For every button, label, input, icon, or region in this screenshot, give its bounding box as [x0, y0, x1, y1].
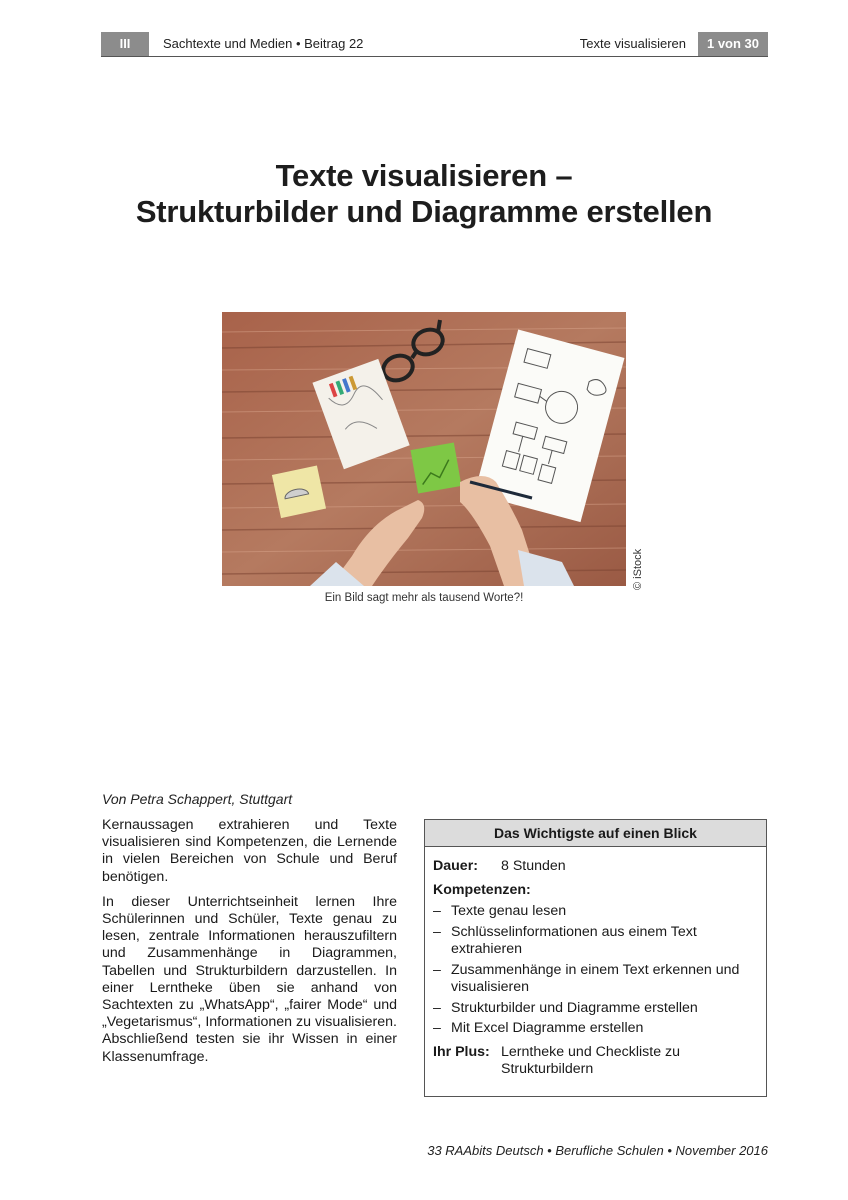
page-header: [101, 32, 768, 57]
summary-box: [424, 819, 767, 1097]
section-number-badge: III: [101, 32, 149, 56]
article-body: [102, 817, 397, 1074]
title-line-2: Strukturbilder und Diagramme erstellen: [135, 194, 713, 229]
author-line: Von Petra Schappert, Stuttgart: [102, 791, 293, 807]
desk-photo: [222, 312, 626, 586]
plus-row: [433, 1044, 758, 1079]
competences-list: [433, 903, 758, 1038]
duration-value: 8 Stunden: [501, 858, 566, 874]
photo-credit: © iStock: [632, 548, 644, 590]
list-item: – Strukturbilder und Diagramme erstellen: [433, 1000, 758, 1018]
photo-illustration: [222, 312, 626, 586]
list-item: – Mit Excel Diagramme erstellen: [433, 1020, 758, 1038]
duration-label: Dauer:: [433, 858, 478, 874]
photo-caption: Ein Bild sagt mehr als tausend Worte?!: [324, 592, 524, 604]
page-title: [0, 158, 848, 230]
plus-value: Lerntheke und Checkliste zu Strukturbildern: [501, 1043, 681, 1077]
topic-label: Texte visualisieren: [579, 36, 686, 51]
duration-row: [433, 858, 758, 876]
list-item: – Zusammenhänge in einem Text erkennen und visualisieren: [433, 962, 758, 997]
page-footer: 33 RAAbits Deutsch • Berufliche Schulen • November 2016: [427, 1143, 768, 1158]
series-label: Sachtexte und Medien • Beitrag 22: [163, 36, 364, 51]
list-item: – Texte genau lesen: [433, 903, 758, 921]
plus-label: Ihr Plus:: [433, 1043, 490, 1060]
paragraph: Kernaussagen extrahieren und Texte visualisieren sind Kompetenzen, die Lernende in vielen Bereichen von Schule und Beruf benötigen.: [102, 817, 397, 885]
summary-box-heading: Das Wichtigste auf einen Blick: [425, 820, 766, 847]
title-line-1: Texte visualisieren –: [275, 158, 573, 193]
list-item: – Schlüsselinformationen aus einem Text extrahieren: [433, 924, 758, 959]
page-number-badge: 1 von 30: [698, 32, 768, 56]
competences-label: Kompetenzen:: [433, 881, 531, 898]
paragraph: In dieser Unterrichtseinheit lernen Ihre Schülerinnen und Schüler, Texte genau zu lesen, zentrale Informationen herauszufiltern und Zusammenhänge in Diagrammen, Tabellen und Strukturbildern darzustellen. In einer Lerntheke üben sie anhand von Sachtexten zu „WhatsApp“, „fairer Mode“ und „Vegetarismus“, Informationen zu visualisieren. Abschließend testen sie ihr Wissen in einer Klassenumfrage.: [102, 893, 397, 1065]
